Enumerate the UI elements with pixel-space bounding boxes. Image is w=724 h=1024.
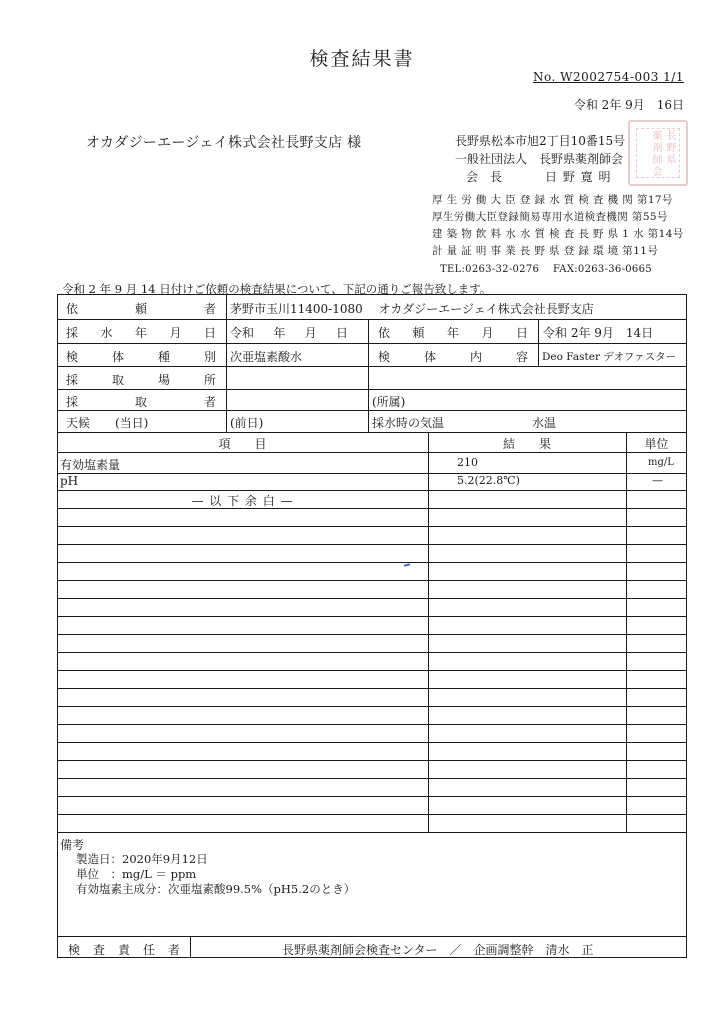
header-result: 結 果 bbox=[502, 437, 551, 451]
issuer-title: 会 長 bbox=[466, 170, 503, 184]
intro-text: 令和 2 年 9 月 14 日付けご依頼の検査結果について、下記の通りご報告致します。 bbox=[62, 282, 492, 296]
issuer-name: 日 野 寛 明 bbox=[545, 170, 612, 184]
sampling-date-value: 令和 年 月 日 bbox=[230, 326, 348, 340]
collector-label: 採 取 者 bbox=[66, 395, 216, 409]
remark-line: 製造日：2020年9月12日 bbox=[76, 852, 208, 866]
document-number: No. W2002754-003 1/1 bbox=[532, 70, 684, 84]
document-title: 検査結果書 bbox=[309, 48, 415, 70]
result-item: pH bbox=[60, 474, 79, 488]
sampling-date-label: 採 水 年 月 日 bbox=[66, 326, 216, 340]
request-date-label: 依 頼 年 月 日 bbox=[378, 326, 528, 340]
result-value: 5.2(22.8℃) bbox=[457, 474, 520, 487]
remark-line: 単位 ：mg/L ＝ ppm bbox=[76, 867, 197, 881]
header-unit: 単位 bbox=[644, 437, 669, 451]
sample-type-label: 検 体 種 別 bbox=[66, 350, 216, 364]
client-name: オカダジーエージェイ株式会社長野支店 様 bbox=[86, 135, 362, 151]
issuer-address: 長野県松本市旭2丁目10番15号 bbox=[455, 134, 626, 148]
official-seal: 長 野 県 薬 剤 師 会 bbox=[628, 120, 688, 186]
inspector-value: 長野県薬剤師会検査センター ／ 企画調整幹 清水 正 bbox=[282, 943, 594, 957]
water-temp-label: 水温 bbox=[532, 416, 557, 430]
client-label: 依 頼 者 bbox=[66, 302, 216, 316]
remark-line: 有効塩素主成分：次亜塩素酸99.5%（pH5.2のとき） bbox=[76, 882, 356, 896]
result-unit: — bbox=[652, 474, 663, 487]
document-date: 令和 2年 9月 16日 bbox=[573, 98, 684, 112]
inspector-label: 検 査 責 任 者 bbox=[68, 943, 180, 957]
location-label: 採 取 場 所 bbox=[66, 373, 216, 387]
weather-today: (当日) bbox=[115, 416, 149, 430]
issuer-org: 一般社団法人 長野県薬剤師会 bbox=[455, 152, 624, 166]
result-unit: mg/L bbox=[648, 457, 674, 468]
contact-info: TEL:0263-32-0276 FAX:0263-36-0665 bbox=[440, 264, 652, 275]
header-item: 項 目 bbox=[218, 437, 267, 451]
registration-line: 計 量 証 明 事 業 長 野 県 登 録 環 境 第11号 bbox=[432, 245, 659, 257]
weather-label: 天候 bbox=[66, 416, 91, 430]
remarks-label: 備考 bbox=[60, 838, 85, 852]
result-item: 有効塩素量 bbox=[60, 458, 121, 472]
sample-content-label: 検 体 内 容 bbox=[378, 350, 528, 364]
air-temp-label: 採水時の気温 bbox=[372, 416, 445, 430]
sample-content-value: Deo Faster デオファスター bbox=[542, 351, 677, 363]
end-of-items-note: — 以 下 余 白 — bbox=[191, 494, 294, 508]
affiliation-label: (所属) bbox=[372, 395, 406, 409]
result-value: 210 bbox=[457, 456, 478, 469]
registration-line: 厚生労働大臣登録簡易専用水道検査機関 第55号 bbox=[432, 211, 668, 223]
request-date-value: 令和 2年 9月 14日 bbox=[543, 326, 654, 340]
client-value: 茅野市玉川11400-1080 オカダジーエージェイ株式会社長野支店 bbox=[230, 302, 594, 316]
registration-line: 厚 生 労 働 大 臣 登 録 水 質 検 査 機 関 第17号 bbox=[432, 194, 673, 206]
weather-yesterday: (前日) bbox=[230, 416, 264, 430]
registration-line: 建 築 物 飲 料 水 水 質 検 査 長 野 県 1 水 第14号 bbox=[432, 228, 684, 240]
sample-type-value: 次亜塩素酸水 bbox=[230, 350, 303, 364]
